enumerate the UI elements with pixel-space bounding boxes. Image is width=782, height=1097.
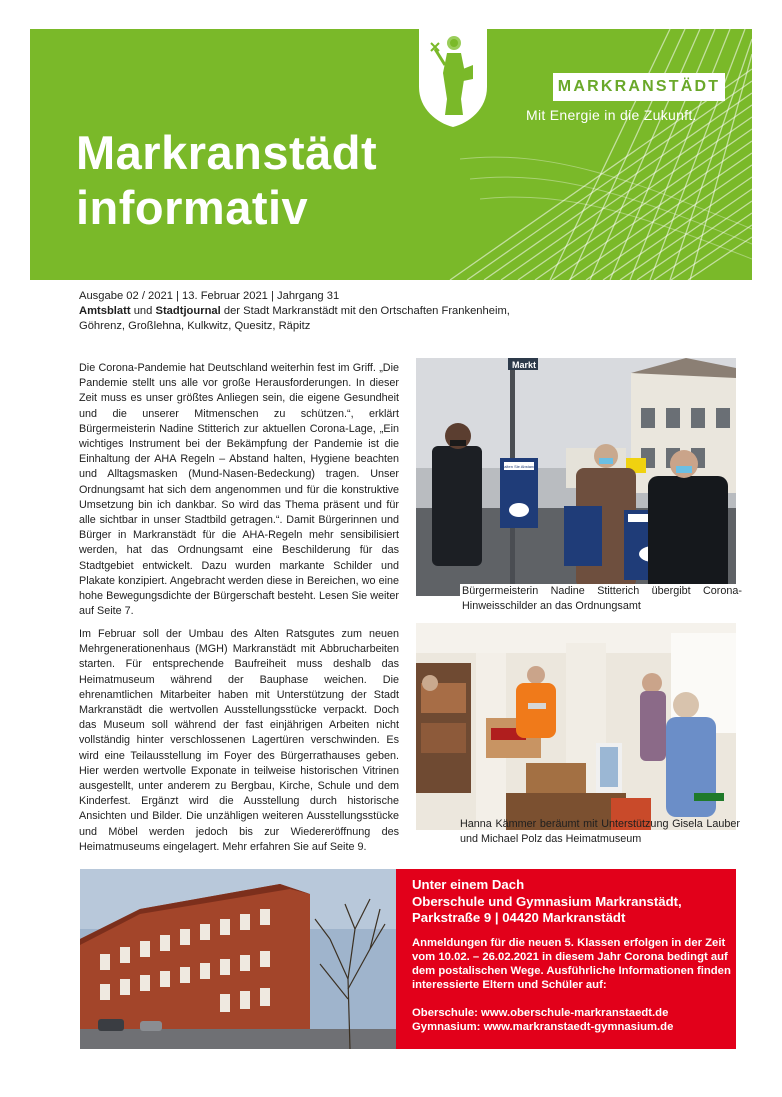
description-rest: der Stadt Markranstädt mit den Ortschaften Frankenheim, Göhrenz, Großlehna, Kulkwitz, Quesitz, Räpitz: [79, 305, 510, 332]
school-box-links: [412, 1006, 732, 1034]
gymnasium-link[interactable]: Gymnasium: www.markranstaedt-gymnasium.de: [412, 1021, 674, 1033]
photo-corona-signs: [416, 358, 736, 596]
school-registration-box: [396, 869, 736, 1049]
title-line-2: informativ: [76, 181, 309, 234]
issue-line: Ausgabe 02 / 2021 | 13. Februar 2021 | Jahrgang 31: [79, 290, 340, 302]
school-box-title-line-3: Parkstraße 9 | 04420 Markranstädt: [412, 910, 626, 925]
caption-corona: Bürgermeisterin Nadine Stitterich übergibt Corona-Hinweisschilder an das Ordnungsamt: [462, 585, 742, 612]
stadtjournal-label: Stadtjournal: [155, 305, 221, 317]
article-corona: Die Corona-Pandemie hat Deutschland weiterhin fest im Griff. „Die Pandemie stellt uns alle vor große Herausforderungen. In dieser Zeit muss es unser größtes Anliegen sein, die eigene Gesundheit und die unserer Mitmenschen zu schützen.“, erklärt Bürgermeisterin Nadine Stitterich zur aktuellen Corona-Lage, „Ein wichtiges Instrument bei der Bekämpfung der Pandemie ist die Einhaltung der AHA Regeln – Abstand halten, Hygiene beachten und Alltagsmasken (Mund-Nasen-Bedeckung) tragen. Unser Ordnungsamt hat sich dem angenommen und für die konstruktive Umsetzung bin ich dankbar. So wird das Thema präsent und für alle sichtbar in unser Stadtbild getragen.“. Damit Bürgerinnen und Bürger in Markranstädt für die AHA-Regeln mehr sensibilisiert werden, hat das Ordnungsamt eine Beschilderung für das Stadtgebiet entwickelt. Dazu wurden markante Schilder und Plakate konzipiert. Angebracht werden diese in Bereichen, wo eine hohe Bewegungsdichte der Bürgerschaft besteht. Lesen Sie weiter auf Seite 7.: [79, 362, 399, 618]
photo-school: [80, 869, 396, 1049]
publication-description: [79, 304, 539, 334]
brand-logo: MARKRANSTÄDT: [553, 73, 725, 101]
amtsblatt-label: Amtsblatt: [79, 305, 131, 317]
school-box-title: [412, 877, 732, 927]
publication-title: [76, 125, 377, 235]
street-sign-text: Markt: [512, 360, 537, 370]
school-box-title-line-2: Oberschule und Gymnasium Markranstädt,: [412, 893, 682, 909]
article-museum: Im Februar soll der Umbau des Alten Ratsgutes zum neuen Mehrgenerationenhaus (MGH) Markranstädt mit Abbrucharbeiten starten. Für entsprechende Baufreiheit muss deshalb das Heimatmuseum während der Bauphase weichen. Die ehrenamtlichen Mitarbeiter haben mit Unterstützung der Stadt Markranstädt die wertvollen Ausstellungsstücke verpackt. Doch das Museum soll während der fast einjährigen Arbeiten nicht vollständig hinter verschlossenen Lagertüren verschwinden. Es wird eine Teilausstellung im Foyer des Bürgerrathauses geben. Hier werden wertvolle Exponate in teilweise historischen Vitrinen ausgestellt, unter anderem zu Bergbau, Kirche, Schule und dem Kinderfest. Ergänzt wird die Ausstellung durch historische Ansichten und Bilder. Die unzähligen weiteren Ausstellungsstücke und Möbel werden jedoch bis zur Wiedereröffnung des Heimatmuseums eingelagert. Mehr erfahren Sie auf Seite 9.: [79, 628, 399, 853]
coat-of-arms-icon: [417, 29, 489, 127]
title-line-1: Markranstädt: [76, 126, 378, 179]
caption-museum: Hanna Kämmer beräumt mit Unterstützung Gisela Lauber und Michael Polz das Heimatmuseum: [460, 818, 740, 845]
masthead-banner: [30, 29, 752, 280]
and-text: und: [130, 305, 156, 317]
oberschule-link[interactable]: Oberschule: www.oberschule-markranstaedt.de: [412, 1007, 669, 1019]
sign-headline: Halten Sie Abstand!: [501, 464, 537, 469]
school-box-title-line-1: Unter einem Dach: [412, 877, 525, 892]
school-box-body: Anmeldungen für die neuen 5. Klassen erfolgen in der Zeit vom 10.02. – 26.02.2021 in diesem Jahr Corona bedingt auf dem postalischen Wege. Ausführliche Informationen finden interessierte Eltern und Schüler auf:: [412, 937, 731, 991]
photo-museum: [416, 623, 736, 830]
brand-tagline: Mit Energie in die Zukunft.: [526, 107, 697, 123]
issue-meta: [79, 289, 539, 334]
